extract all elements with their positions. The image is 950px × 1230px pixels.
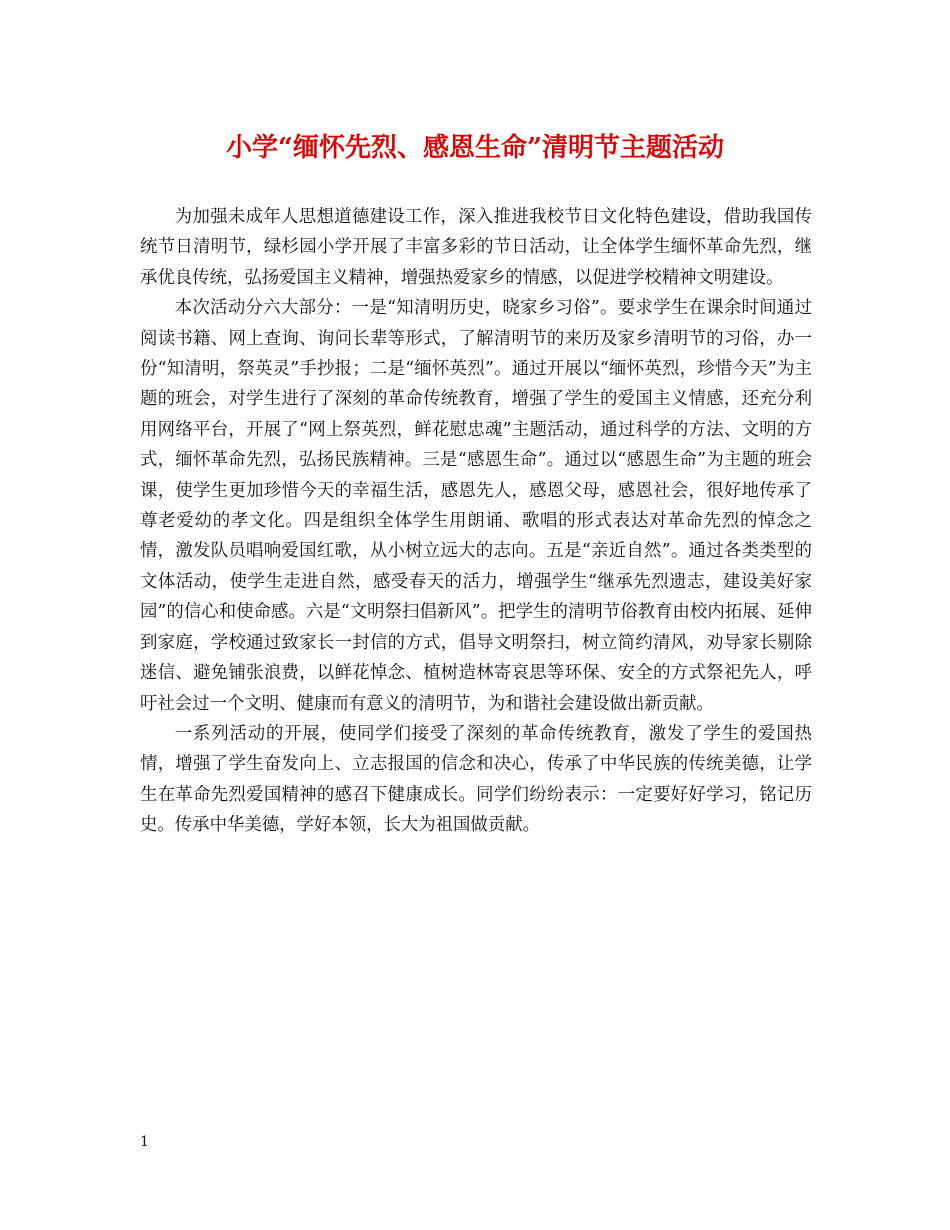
document-body (140, 202, 812, 841)
paragraph-intro: 为加强未成年人思想道德建设工作，深入推进我校节日文化特色建设，借助我国传统节日清明节，绿杉园小学开展了丰富多彩的节日活动，让全体学生缅怀革命先烈，继承优良传统，弘扬爱国主义精神，增强热爱家乡的情感，以促进学校精神文明建设。 (140, 207, 812, 288)
page-number: 1 (140, 1134, 149, 1150)
paragraph-activities: 本次活动分六大部分：一是“知清明历史，晓家乡习俗”。要求学生在课余时间通过阅读书籍、网上查询、询问长辈等形式，了解清明节的来历及家乡清明节的习俗，办一份“知清明，祭英灵”手抄报；二是“缅怀英烈”。通过开展以“缅怀英烈，珍惜今天”为主题的班会，对学生进行了深刻的革命传统教育，增强了学生的爱国主义情感，还充分利用网络平台，开展了“网上祭英烈，鲜花慰忠魂”主题活动，通过科学的方法、文明的方式，缅怀革命先烈，弘扬民族精神。三是“感恩生命”。通过以“感恩生命”为主题的班会课，使学生更加珍惜今天的幸福生活，感恩先人，感恩父母，感恩社会，很好地传承了尊老爱幼的孝文化。四是组织全体学生用朗诵、歌唱的形式表达对革命先烈的悼念之情，激发队员唱响爱国红歌，从小树立远大的志向。五是“亲近自然”。通过各类类型的文体活动，使学生走进自然，感受春天的活力，增强学生“继承先烈遗志，建设美好家园”的信心和使命感。六是“文明祭扫倡新风”。把学生的清明节俗教育由校内拓展、延伸到家庭，学校通过致家长一封信的方式，倡导文明祭扫，树立简约清风，劝导家长剔除迷信、避免铺张浪费，以鲜花悼念、植树造林寄哀思等环保、安全的方式祭祀先人，呼吁社会过一个文明、健康而有意义的清明节，为和谐社会建设做出新贡献。 (140, 298, 812, 714)
paragraph-conclusion: 一系列活动的开展，使同学们接受了深刻的革命传统教育，激发了学生的爱国热情，增强了学生奋发向上、立志报国的信念和决心，传承了中华民族的传统美德，让学生在革命先烈爱国精神的感召下健康成长。同学们纷纷表示：一定要好好学习，铭记历史。传承中华美德，学好本领，长大为祖国做贡献。 (140, 723, 812, 836)
document-title: 小学“缅怀先烈、感恩生命”清明节主题活动 (226, 133, 724, 163)
